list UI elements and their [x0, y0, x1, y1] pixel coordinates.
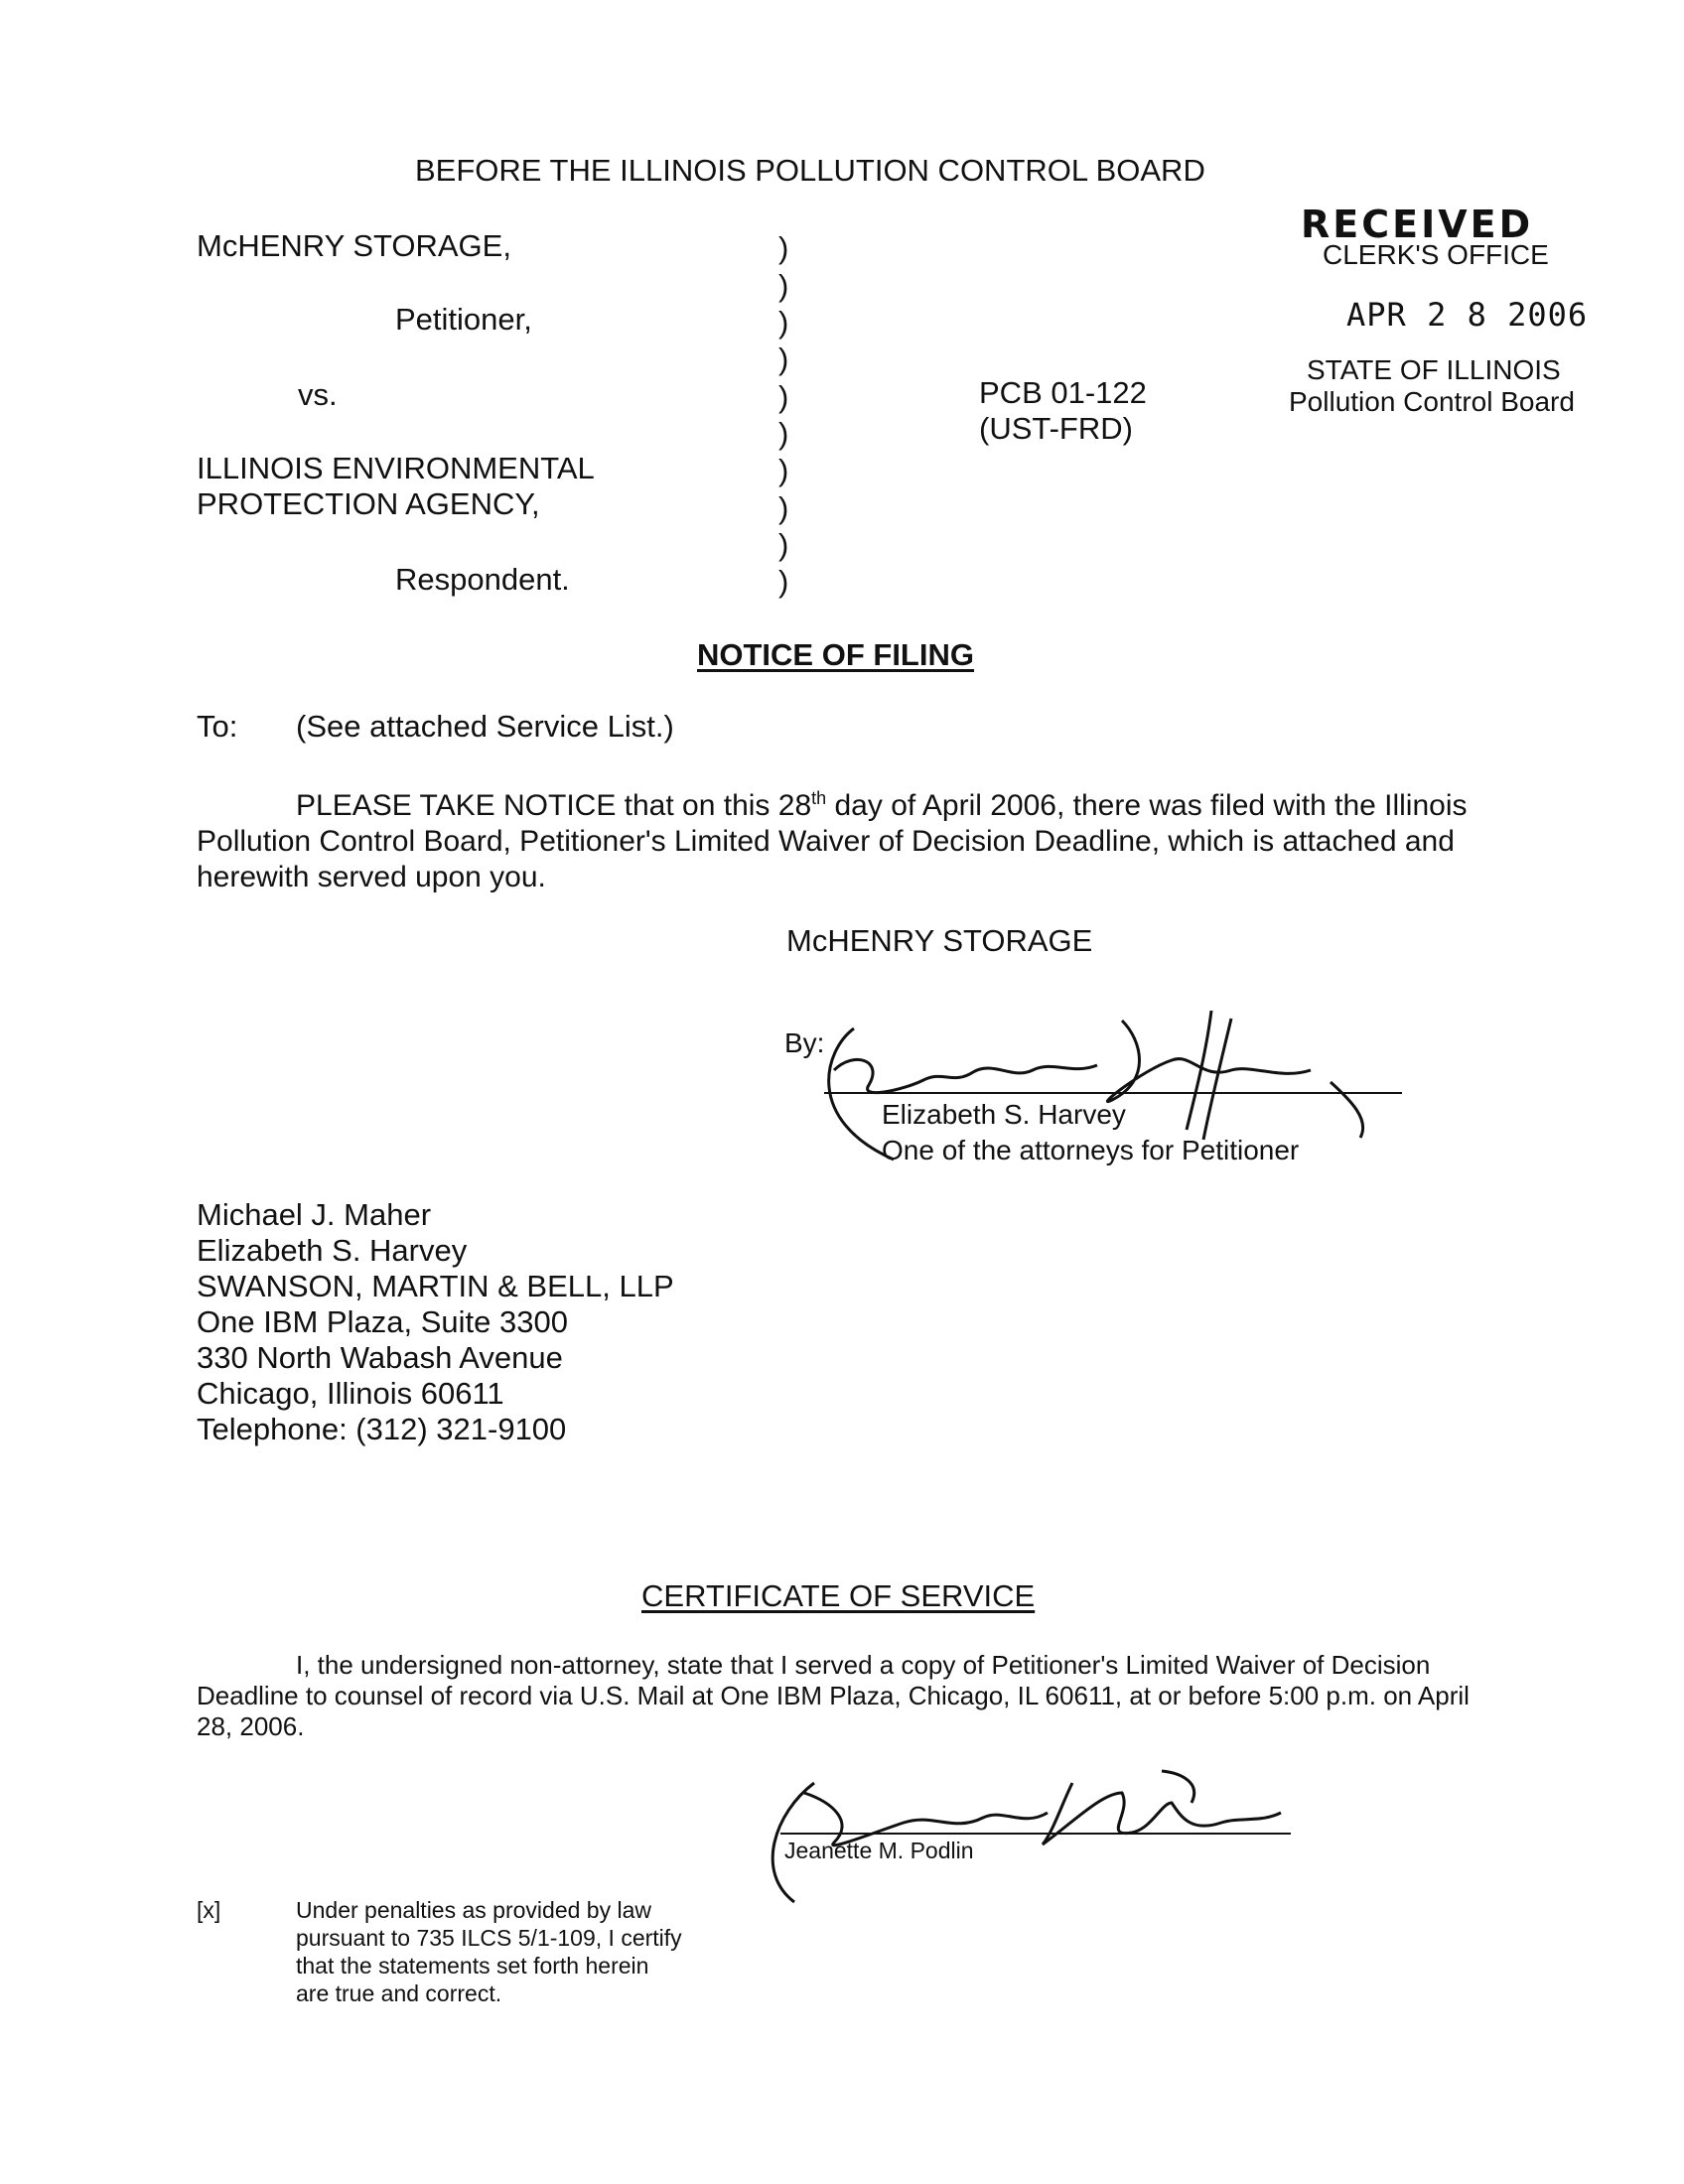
board-title: BEFORE THE ILLINOIS POLLUTION CONTROL BOARD	[415, 153, 1205, 188]
caption-paren: )	[778, 230, 789, 265]
podlin-name: Jeanette M. Podlin	[784, 1838, 974, 1863]
counsel-line: Michael J. Maher	[197, 1197, 432, 1232]
counsel-line: SWANSON, MARTIN & BELL, LLP	[197, 1269, 674, 1303]
notice-body-end: day of April 2006, there was filed with the Illinois Pollution Control Board, Petitioner's Limited Waiver of Decision Deadline, which is attached and herewith served upon you.	[197, 789, 1468, 893]
respondent-line-1: ILLINOIS ENVIRONMENTAL	[197, 451, 595, 485]
case-type: (UST-FRD)	[979, 411, 1133, 446]
stamp-state: STATE OF ILLINOIS	[1307, 354, 1561, 385]
by-label: By:	[784, 1027, 825, 1058]
counsel-line: Elizabeth S. Harvey	[197, 1233, 468, 1268]
caption-paren: )	[778, 305, 789, 340]
verification-line: pursuant to 735 ILCS 5/1-109, I certify	[296, 1925, 682, 1951]
case-number: PCB 01-122	[979, 375, 1147, 410]
notice-title: NOTICE OF FILING	[697, 637, 974, 672]
counsel-line: Telephone: (312) 321-9100	[197, 1412, 567, 1446]
caption-paren: )	[778, 490, 789, 525]
caption-paren: )	[778, 268, 789, 303]
stamp-office: CLERK'S OFFICE	[1323, 239, 1549, 270]
counsel-line: One IBM Plaza, Suite 3300	[197, 1304, 568, 1339]
verification-line: Under penalties as provided by law	[296, 1897, 651, 1923]
petitioner-name: McHENRY STORAGE,	[197, 228, 511, 263]
respondent-line-2: PROTECTION AGENCY,	[197, 486, 540, 521]
notice-body-start: PLEASE TAKE NOTICE that on this 28	[296, 789, 812, 822]
versus-label: vs.	[298, 377, 338, 412]
signer-name: Elizabeth S. Harvey	[882, 1099, 1126, 1130]
verification-line: are true and correct.	[296, 1980, 502, 2006]
to-value: (See attached Service List.)	[296, 709, 674, 744]
notice-body-ordinal: th	[811, 788, 827, 808]
caption-paren: )	[778, 416, 789, 451]
counsel-line: Chicago, Illinois 60611	[197, 1376, 504, 1411]
caption-paren: )	[778, 564, 789, 599]
stamp-date: APR 2 8 2006	[1346, 296, 1589, 334]
verification-line: that the statements set forth herein	[296, 1953, 649, 1979]
caption-paren: )	[778, 527, 789, 562]
caption-paren: )	[778, 453, 789, 487]
signer-title: One of the attorneys for Petitioner	[882, 1135, 1300, 1165]
stamp-board: Pollution Control Board	[1289, 386, 1575, 417]
certificate-title: CERTIFICATE OF SERVICE	[641, 1578, 1036, 1613]
podlin-signature-line	[780, 1833, 1291, 1835]
stamp-received: RECEIVED	[1301, 203, 1534, 246]
notice-body	[197, 780, 1487, 895]
caption-paren: )	[778, 379, 789, 414]
verification-checkbox: [x]	[197, 1897, 221, 1923]
signing-party: McHENRY STORAGE	[786, 923, 1093, 958]
petitioner-role: Petitioner,	[395, 302, 532, 337]
to-label: To:	[197, 709, 238, 744]
respondent-role: Respondent.	[395, 562, 570, 597]
counsel-line: 330 North Wabash Avenue	[197, 1340, 563, 1375]
caption-paren: )	[778, 341, 789, 376]
certificate-body: I, the undersigned non-attorney, state that I served a copy of Petitioner's Limited Waiver of Decision Deadline to counsel of record via U.S. Mail at One IBM Plaza, Chicago, IL 60611, at or before 5:00 p.m. on April 28, 2006.	[197, 1650, 1470, 1741]
